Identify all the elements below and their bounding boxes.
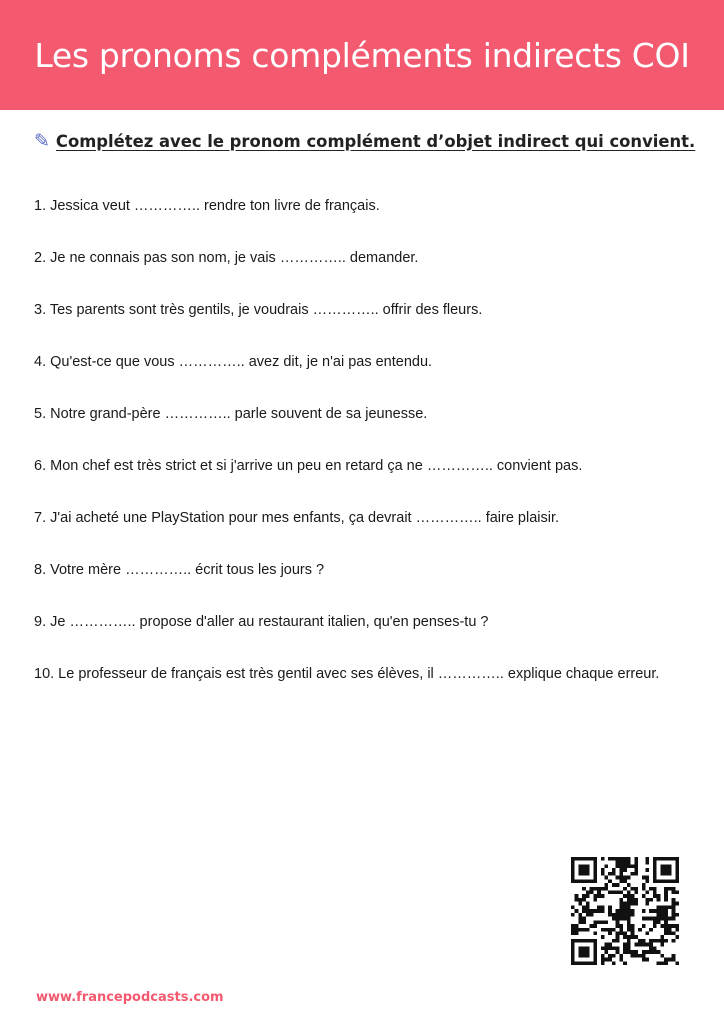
pencil-icon: ✎ <box>34 130 50 152</box>
exercise-item: 9. Je ………….. propose d'aller au restaurant italien, qu'en penses-tu ? <box>34 614 489 630</box>
exercise-item: 10. Le professeur de français est très gentil avec ses élèves, il ………….. explique chaque erreur. <box>34 666 660 682</box>
exercise-item: 3. Tes parents sont très gentils, je voudrais ………….. offrir des fleurs. <box>34 302 483 318</box>
instruction <box>34 130 704 152</box>
header-banner <box>0 0 724 110</box>
exercise-item: 2. Je ne connais pas son nom, je vais ………….. demander. <box>34 250 419 266</box>
exercise-item: 1. Jessica veut ………….. rendre ton livre de français. <box>34 198 380 214</box>
exercise-list <box>34 196 694 724</box>
exercise-item: 8. Votre mère ………….. écrit tous les jours ? <box>34 562 325 578</box>
exercise-item: 4. Qu'est-ce que vous ………….. avez dit, je n'ai pas entendu. <box>34 354 433 370</box>
footer-url: www.francepodcasts.com <box>36 990 224 1005</box>
qr-code-graphic <box>571 857 679 965</box>
exercise-item: 7. J'ai acheté une PlayStation pour mes enfants, ça devrait ………….. faire plaisir. <box>34 510 560 526</box>
exercise-item: 5. Notre grand-père ………….. parle souvent de sa jeunesse. <box>34 406 428 422</box>
page-title: Les pronoms compléments indirects COI <box>34 35 690 75</box>
qr-code-icon <box>571 857 679 965</box>
instruction-text: Complétez avec le pronom complément d’objet indirect qui convient. <box>55 131 696 151</box>
exercise-item: 6. Mon chef est très strict et si j'arrive un peu en retard ça ne ………….. convient pas. <box>34 458 583 474</box>
